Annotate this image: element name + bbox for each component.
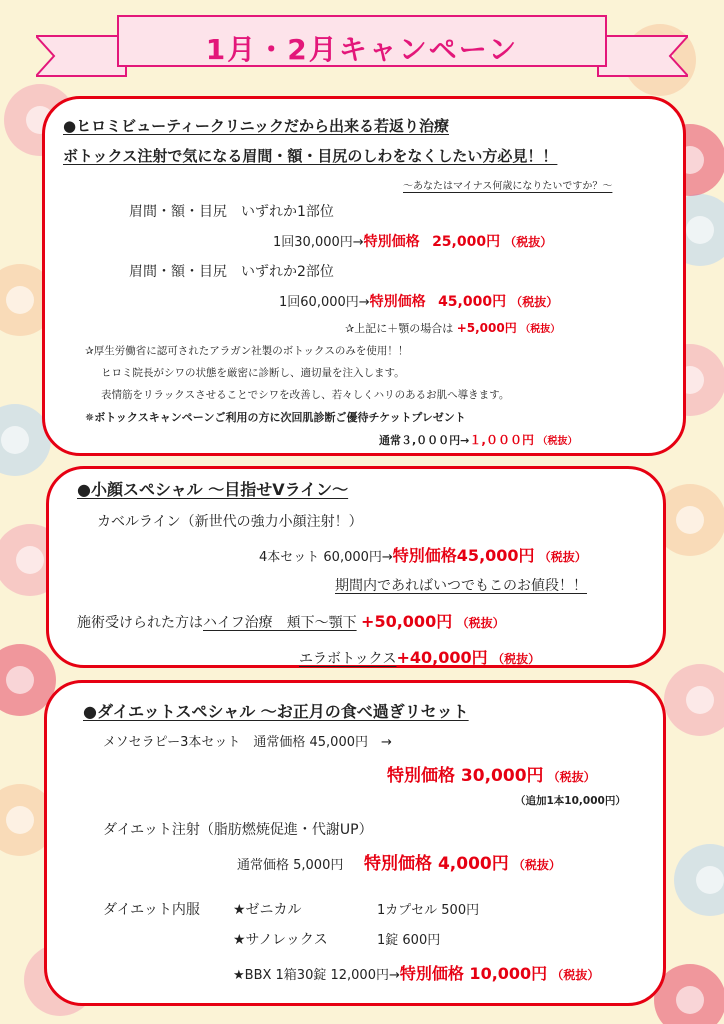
botox-subheading: ボトックス注射で気になる眉間・額・目尻のしわをなくしたい方必見！！ [63,147,558,165]
oral-item-sanorex: ★サノレックス [233,932,328,948]
title-banner [36,14,688,78]
oral-item-xenical-price: 1カプセル 500円 [377,903,480,918]
botox-item1-price: 1回30,000円→特別価格 25,000円 （税抜） [273,234,553,250]
mesotherapy-special: 特別価格 30,000円 （税抜） [387,766,596,786]
botox-note-3: 表情筋をリラックスさせることでシワを改善し、若々しくハリのあるお肌へ導きます。 [101,389,510,401]
botox-item2-price: 1回60,000円→特別価格 45,000円 （税抜） [279,294,559,310]
diet-injection-price: 通常価格 5,000円 特別価格 4,000円 （税抜） [237,854,561,874]
erabotox-addon: エラボトックス+40,000円 （税抜） [299,648,541,667]
oral-item-xenical: ★ゼニカル [233,902,302,918]
botox-ticket-price: 通常３,０００円→１,０００円 （税抜） [379,433,578,447]
section-diet [44,680,666,1006]
oral-label: ダイエット内服 [103,902,200,918]
botox-item1-label: 眉間・額・目尻 いずれか1部位 [129,204,334,220]
botox-ticket-offer: ✵ボトックスキャンペーンご利用の方に次回肌診断ご優待チケットプレゼント [85,411,466,424]
mesotherapy-extra: （追加1本10,000円） [515,795,626,807]
section-botox [42,96,686,456]
botox-catchphrase: ～あなたはマイナス何歳になりたいですか？～ [403,181,613,192]
oral-item-bbx: ★BBX 1箱30錠 12,000円→特別価格 10,000円 （税抜） [233,964,600,983]
mesotherapy-label: メソセラピー3本セット 通常価格 45,000円 → [103,735,392,750]
diet-injection-label: ダイエット注射（脂肪燃焼促進・代謝UP） [103,822,373,838]
botox-note-1: ✰厚生労働省に認可されたアラガン社製のボトックスのみを使用！！ [85,345,409,357]
botox-jaw-note: ✰上記に＋顎の場合は +5,000円 （税抜） [345,321,561,335]
botox-item2-label: 眉間・額・目尻 いずれか2部位 [129,264,334,280]
diet-heading: ●ダイエットスペシャル ～お正月の食べ過ぎリセット [83,702,469,721]
botox-note-2: ヒロミ院長がシワの状態を厳密に診断し、適切量を注入します。 [101,367,405,379]
botox-heading: ●ヒロミビューティークリニックだから出来る若返り治療 [63,117,449,135]
oral-item-sanorex-price: 1錠 600円 [377,933,441,948]
period-note: 期間内であればいつでもこのお値段！！ [335,578,587,594]
page-title: 1月・2月キャンペーン [205,33,519,66]
small-face-heading: ●小顔スペシャル ～目指せVライン～ [77,480,349,499]
kabelline-set-price: 4本セット 60,000円→特別価格45,000円 （税抜） [259,546,587,565]
hifu-addon: 施術受けられた方はハイフ治療 頬下～顎下 +50,000円 （税抜） [77,612,505,631]
section-small-face [46,466,666,668]
kabelline-desc: カベルライン（新世代の強力小顔注射！） [97,514,363,530]
